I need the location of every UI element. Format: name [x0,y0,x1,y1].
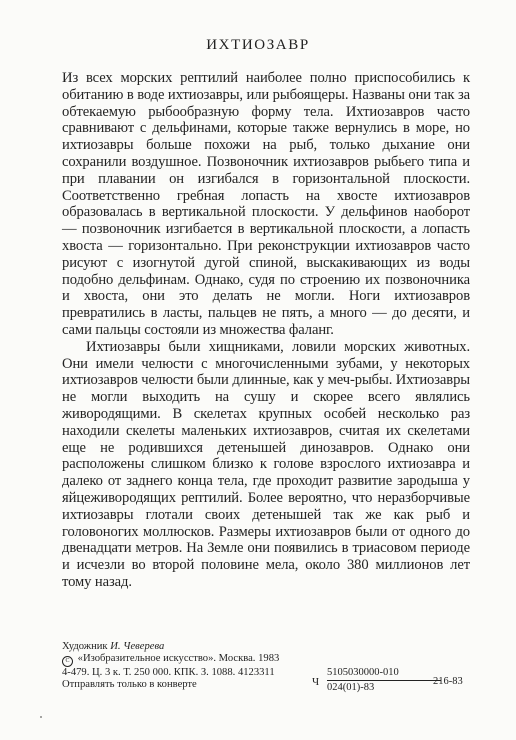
paper-speck [40,716,42,718]
publisher-line [62,653,332,667]
article-body [62,70,470,591]
mail-note: Отправлять только в конверте [62,679,197,691]
page-title: ИХТИОЗАВР [206,37,310,53]
pub-code-numerator: 5105030000-010 [327,667,441,681]
artist-label: Художник [62,641,108,652]
artist-line [62,641,332,653]
copyright-icon: С [62,656,73,667]
pub-code-tail: 216-83 [433,676,463,687]
paragraph-1: Из всех морских рептилий наиболее полно приспособились к обитанию в воде ихтиозавры, или рыбоящеры. Названы они так за обтекаемую рыбообразную форму тела. Ихтиозавров часто сравнивают с дельфинами, которые также вернулись в море, но ихтиозавры больше похожи на рыб, только дыхание они сохранили воздушное. Позвоночник ихтиозавров рыбьего типа и при плавании он изгибался в горизонтальной плоскости. Соответственно гребная лопасть на хвосте ихтиозавров образовалась в вертикальной плоскости. У дельфинов наоборот — позвоночник изгибается в вертикальной плоскости, а лопасть хвоста — горизонтально. При реконструкции ихтиозавров часто рисуют с изогнутой дугой спиной, выскакивающих из воды подобно дельфинам. Однако, судя по строению их позвоночника и хвоста, они это делать не могли. Ноги ихтиозавров превратились в ласты, пальцев не пять, а много — до десяти, и сами пальцы состояли из множества фаланг. [62,70,470,338]
pub-code-letter: Ч [312,676,320,688]
imprint-credits [62,641,332,692]
publisher: «Изобразительное искусство». Москва. 1983 [77,653,280,665]
artist-name: И. Чеверева [110,641,165,652]
pub-code-denominator: 024(01)-83 [327,682,375,693]
print-info: 4-479. Ц. 3 к. Т. 250 000. КПК. З. 1088. 4123311 [62,667,275,679]
pub-code-fraction [327,667,441,694]
paragraph-2: Ихтиозавры были хищниками, ловили морских животных. Они имели челюсти с многочисленными зубами, у некоторых ихтиозавров челюсти были длинные, как у меч-рыбы. Ихтиозавры не могли выходить на сушу и скорее всего являлись живородящими. В скелетах крупных особей несколько раз находили скелеты маленьких ихтиозавров, считая их скелетами еще не родившихся детенышей динозавров. Однако они расположены слишком близко к голове взрослого ихтиозавра и далеко от заднего конца тела, где проходит развитие зародыша у яйцеживородящих рептилий. Более вероятно, что неразборчивые ихтиозавры глотали своих детенышей так же как рыб и головоногих моллюсков. Размеры ихтиозавров были от одного до двенадцати метров. На Земле они появились в триасовом периоде и исчезли во второй половине мела, около 380 миллионов лет тому назад. [62,338,470,590]
